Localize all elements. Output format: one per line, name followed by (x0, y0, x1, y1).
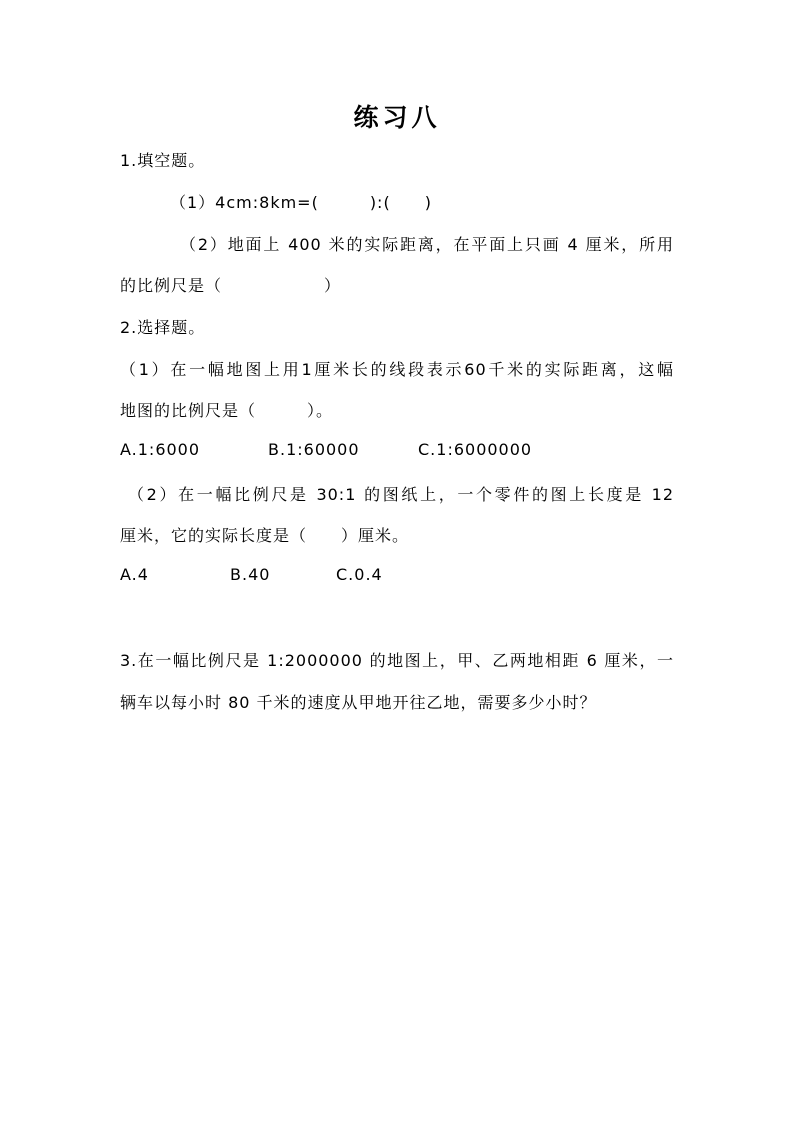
section2-heading: 2.选择题。 (120, 318, 206, 337)
section2-question2-line1: （2）在一幅比例尺是 30:1 的图纸上，一个零件的图上长度是 12 (128, 485, 674, 504)
section1-question1: （1）4cm:8km=( ):( ) (170, 193, 432, 212)
section3-line2: 辆车以每小时 80 千米的速度从甲地开往乙地，需要多少小时？ (120, 693, 597, 712)
section2-question2-line2: 厘米，它的实际长度是（ ）厘米。 (120, 526, 410, 545)
section2-q1-option-c: C.1:6000000 (418, 440, 533, 459)
section2-q1-option-a: A.1:6000 (120, 440, 201, 459)
section2-q2-option-b: B.40 (230, 565, 271, 584)
section2-question1-line1: （1）在一幅地图上用1厘米长的线段表示60千米的实际距离，这幅 (120, 360, 674, 379)
section1-question2-line1: （2）地面上 400 米的实际距离，在平面上只画 4 厘米，所用 (180, 235, 674, 254)
page-title: 练习八 (353, 103, 441, 132)
section3-line1: 3.在一幅比例尺是 1:2000000 的地图上，甲、乙两地相距 6 厘米，一 (120, 651, 674, 670)
section1-heading: 1.填空题。 (120, 151, 206, 170)
section2-question1-line2: 地图的比例尺是（ ）。 (120, 401, 334, 420)
section2-q1-option-b: B.1:60000 (268, 440, 360, 459)
section2-q2-option-a: A.4 (120, 565, 149, 584)
section1-question2-line2: 的比例尺是（ ） (120, 276, 342, 295)
section2-q2-option-c: C.0.4 (336, 565, 383, 584)
